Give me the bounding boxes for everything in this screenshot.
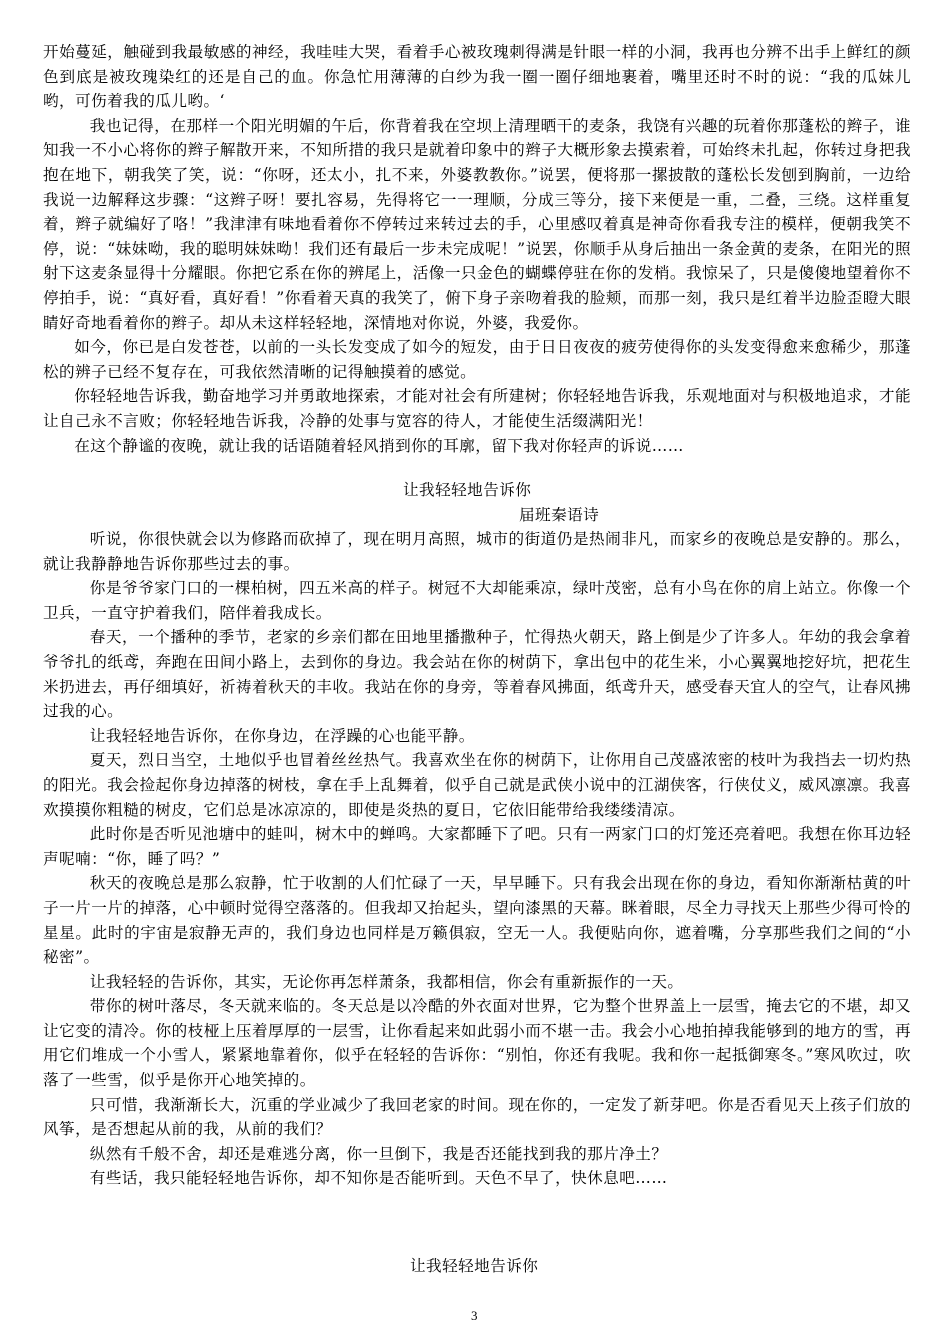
paragraph: 纵然有千般不舍，却还是难逃分离，你一旦倒下，我是否还能找到我的那片净土？ xyxy=(89,1144,668,1163)
paragraph: 夏天，烈日当空，土地似乎也冒着丝丝热气。我喜欢坐在你的树荫下，让你用自己茂盛浓密的枝叶为我挡去一切灼热的阳光。我会捡起你身边掉落的树枝，拿在手上乱舞着，似乎自己就是武侠小说中的江湖侠客，行侠仗义，威风凛凛。我喜欢摸摸你粗糙的树皮，它们总是冰凉凉的，即使是炎热的夏日，它依旧能带给我缕缕清凉。 xyxy=(43,751,911,819)
paragraph: 你轻轻地告诉我，勤奋地学习并勇敢地探索，才能对社会有所建树；你轻轻地告诉我，乐观地面对与积极地追求，才能让自己永不言败；你轻轻地告诉我，冷静的处事与宽容的待人，才能使生活缀满阳光！ xyxy=(43,387,911,430)
paragraph: 有些话，我只能轻轻地告诉你，却不知你是否能听到。天色不早了，快休息吧…… xyxy=(89,1169,668,1188)
essay-title: 让我轻轻地告诉你 xyxy=(403,481,532,499)
paragraph: 开始蔓延，触碰到我最敏感的神经，我哇哇大哭，看着手心被玫瑰刺得满是针眼一样的小洞，我再也分辨不出手上鲜红的颜色到底是被玫瑰染红的还是自己的血。你急忙用薄薄的白纱为我一圈一圈仔细地裹着，嘴里还时不时的说：“我的瓜妹儿哟，可伤着我的瓜儿哟。‘ xyxy=(43,43,911,111)
paragraph: 让我轻轻地告诉你，在你身边，在浮躁的心也能平静。 xyxy=(89,726,475,745)
paragraph: 春天，一个播种的季节，老家的乡亲们都在田地里播撒种子，忙得热火朝天，路上倒是少了许多人。年幼的我会拿着爷爷扎的纸鸢，奔跑在田间小路上，去到你的身边。我会站在你的树荫下，拿出包中的花生米，小心翼翼地挖好坑，把花生米扔进去，再仔细填好，祈祷着秋天的丰收。我站在你的身旁，等着春风拂面，纸鸢升天，感受春天宜人的空气，让春风拂过我的心。 xyxy=(43,628,911,721)
paragraph: 只可惜，我渐渐长大，沉重的学业减少了我回老家的时间。现在你的，一定发了新芽吧。你是否看见天上孩子们放的风筝，是否想起从前的我，从前的我们？ xyxy=(43,1095,911,1139)
paragraph: 让我轻轻的告诉你，其实，无论你再怎样萧条，我都相信，你会有重新振作的一天。 xyxy=(89,972,684,991)
previous-essay-body xyxy=(43,40,911,458)
paragraph: 听说，你很快就会以为修路而砍掉了，现在明月高照，城市的街道仍是热闹非凡，而家乡的夜晚总是安静的。那么，就让我静静地告诉你那些过去的事。 xyxy=(43,530,911,573)
paragraph: 如今，你已是白发苍苍，以前的一头长发变成了如今的短发，由于日日夜夜的疲劳使得你的头发变得愈来愈稀少，那蓬松的辨子已经不复存在，可我依然清晰的记得触摸着的感觉。 xyxy=(43,338,911,381)
essay-body xyxy=(43,527,911,1191)
paragraph: 此时你是否听见池塘中的蛙叫，树木中的蝉鸣。大家都睡下了吧。只有一两家门口的灯笼还亮着吧。我想在你耳边轻声呢喃：“你，睡了吗？” xyxy=(43,825,911,868)
paragraph: 我也记得，在那样一个阳光明媚的午后，你背着我在空坝上清理晒干的麦条，我饶有兴趣的玩着你那蓬松的辫子，谁知我一不小心将你的辫子解散开来，不知所措的我只是就着印象中的辫子大概形象去摸索着，可始终未扎起，你转过身把我抱在地下，朝我笑了笑，说：“你呀，还太小，扎不来，外婆教教你。”说罢，便将那一摞披散的蓬松长发刨到胸前，一边给我说一边解释这步骤：“这辫子呀！要扎容易，先得将它一一理顺，分成三等分，接下来便是一重，二叠，三绕。这样重复着，辫子就编好了咯！”我津津有味地看着你不停转过来转过去的手，心里感叹着真是神奇你看我专注的模样，便朝我笑不停，说：“妹妹呦，我的聪明妹妹呦！我们还有最后一步未完成呢！”说罢，你顺手从身后抽出一条金黄的麦条，在阳光的照射下这麦条显得十分耀眼。你把它系在你的辨尾上，活像一只金色的蝴蝶停驻在你的发梢。我惊呆了，只是傻傻地望着你不停拍手，说：“真好看，真好看！”你看着天真的我笑了，俯下身子亲吻着我的脸颊，而那一刻，我只是红着半边脸歪瞪大眼睛好奇地看着你的辫子。却从未这样轻轻地，深情地对你说，外婆，我爱你。 xyxy=(43,116,911,332)
next-essay-title: 让我轻轻地告诉你 xyxy=(410,1257,539,1275)
paragraph: 在这个静谧的夜晚，就让我的话语随着轻风捎到你的耳廓，留下我对你轻声的诉说…… xyxy=(74,436,684,455)
paragraph: 你是爷爷家门口的一棵柏树，四五米高的样子。树冠不大却能乘凉，绿叶茂密，总有小鸟在你的肩上站立。你像一个卫兵，一直守护着我们，陪伴着我成长。 xyxy=(43,579,911,622)
paragraph: 秋天的夜晚总是那么寂静，忙于收割的人们忙碌了一天，早早睡下。只有我会出现在你的身边，看知你渐渐枯黄的叶子一片一片的掉落，心中顿时觉得空落落的。但我却又抬起头，望向漆黑的天幕。眯着眼，尽全力寻找天上那些少得可怜的星星。此时的宇宙是寂静无声的，我们身边也同样是万籁俱寂，空无一人。我便贴向你，遮着嘴，分享那些我们之间的“小秘密”。 xyxy=(43,874,911,967)
author-byline: 届班秦语诗 xyxy=(519,506,600,524)
paragraph: 带你的树叶落尽，冬天就来临的。冬天总是以冷酷的外衣面对世界，它为整个世界盖上一层雪，掩去它的不堪，却又让它变的清冷。你的枝桠上压着厚厚的一层雪，让你看起来如此弱小而不堪一击。我会小心地拍掉我能够到的地方的雪，再用它们堆成一个小雪人，紧紧地靠着你，似乎在轻轻的告诉你：“别怕，你还有我呢。我和你一起抵御寒冬。”寒风吹过，吹落了一些雪，似乎是你开心地笑掉的。 xyxy=(43,997,911,1090)
page-number: 3 xyxy=(471,1308,478,1323)
